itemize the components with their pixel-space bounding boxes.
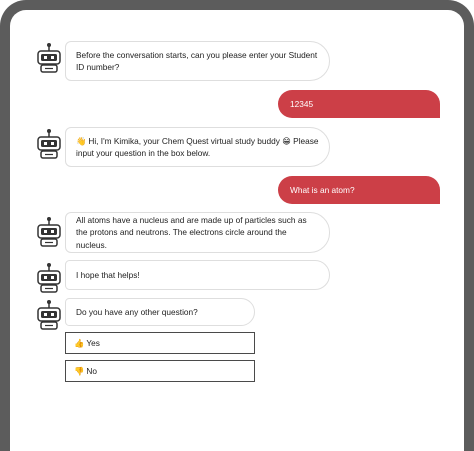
- user-message: [278, 90, 440, 118]
- robot-icon: [35, 216, 63, 250]
- user-message: [278, 176, 440, 204]
- robot-icon: [35, 128, 63, 162]
- no-button[interactable]: [65, 360, 255, 382]
- bot-message: [65, 41, 330, 81]
- yes-button[interactable]: [65, 332, 255, 354]
- no-button-label: No: [86, 366, 97, 376]
- yes-button-label: Yes: [86, 338, 100, 348]
- bot-message-text: Before the conversation starts, can you please enter your Student ID number?: [76, 49, 318, 72]
- user-message-text: What is an atom?: [290, 185, 355, 195]
- bot-message-body: Hi, I'm Kimika, your Chem Quest virtual study buddy 😁 Please input your question in the box below.: [76, 135, 319, 158]
- robot-icon: [35, 299, 63, 333]
- bot-message: [65, 298, 255, 326]
- bot-message-text: All atoms have a nucleus and are made up of particles such as the protons and neutrons. The electrons circle around the nucleus.: [76, 214, 307, 250]
- bot-message: [65, 127, 330, 167]
- thumbs-down-icon: 👎: [74, 365, 85, 376]
- thumbs-up-icon: 👍: [74, 337, 85, 348]
- bot-message: [65, 212, 330, 253]
- bot-message-text: Do you have any other question?: [76, 306, 198, 317]
- robot-icon: [35, 262, 63, 296]
- bot-message: [65, 260, 330, 290]
- user-message-text: 12345: [290, 99, 314, 109]
- robot-icon: [35, 42, 63, 76]
- wave-emoji-icon: 👋: [76, 135, 87, 146]
- bot-message-text: I hope that helps!: [76, 269, 140, 280]
- bot-message-text: [76, 135, 319, 160]
